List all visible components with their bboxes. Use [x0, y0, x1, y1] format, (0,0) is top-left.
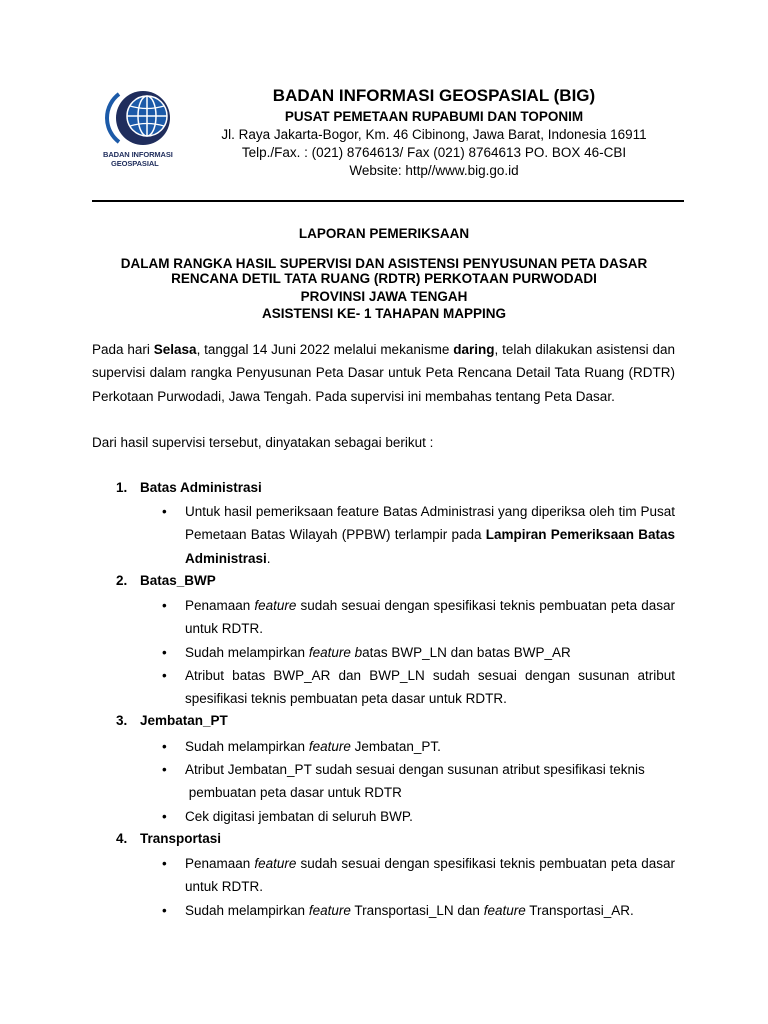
org-name: BADAN INFORMASI GEOSPASIAL (BIG): [272, 86, 596, 105]
list-item: • Penamaan feature sudah sesuai dengan spesifikasi teknis pembuatan peta dasar untuk RDTR.: [162, 598, 675, 637]
list-item: • Sudah melampirkan feature Transportasi_LN dan feature Transportasi_AR.: [162, 903, 634, 918]
section-heading: 4. Transportasi: [116, 831, 222, 846]
section-heading: 2. Batas_BWP: [116, 573, 216, 588]
list-item: • Sudah melampirkan feature batas BWP_LN dan batas BWP_AR: [162, 645, 571, 660]
logo-caption: BADAN INFORMASI GEOSPASIAL: [103, 150, 173, 168]
section-heading: 3. Jembatan_PT: [116, 713, 228, 728]
list-item: • Penamaan feature sudah sesuai dengan spesifikasi teknis pembuatan peta dasar untuk RDTR.: [162, 856, 675, 895]
org-address: Jl. Raya Jakarta-Bogor, Km. 46 Cibinong, Jawa Barat, Indonesia 16911: [221, 127, 647, 142]
list-item: • Untuk hasil pemeriksaan feature Batas Administrasi yang diperiksa oleh tim Pusat Pemetaan Batas Wilayah (PPBW) terlampir pada Lampiran Pemeriksaan Batas Administrasi.: [162, 504, 676, 566]
report-subtitle-line-4: ASISTENSI KE- 1 TAHAPAN MAPPING: [261, 306, 507, 321]
intro-statement: Dari hasil supervisi tersebut, dinyatakan sebagai berikut :: [92, 435, 434, 450]
header-divider: [92, 200, 684, 202]
intro-paragraph: Pada hari Selasa, tanggal 14 Juni 2022 melalui mekanisme daring, telah dilakukan asistensi dan supervisi dalam rangka Penyusunan Peta Dasar untuk Peta Rencana Detail Tata Ruang (RDTR) Perkotaan Purwodadi, Jawa Tengah. Pada supervisi ini membahas tentang Peta Dasar.: [92, 342, 676, 404]
org-website: Website: http//www.big.go.id: [349, 163, 519, 178]
list-item: • Sudah melampirkan feature Jembatan_PT.: [162, 739, 441, 754]
list-item: • Atribut Jembatan_PT sudah sesuai dengan susunan atribut spesifikasi teknis pembuatan peta dasar untuk RDTR: [162, 762, 645, 801]
section-heading: 1. Batas Administrasi: [116, 480, 262, 495]
report-title: LAPORAN PEMERIKSAAN: [298, 226, 470, 241]
report-subtitle-line-2: RENCANA DETIL TATA RUANG (RDTR) PERKOTAAN PURWODADI: [171, 271, 597, 286]
org-unit: PUSAT PEMETAAN RUPABUMI DAN TOPONIM: [284, 109, 584, 124]
report-subtitle-line-3: PROVINSI JAWA TENGAH: [300, 289, 468, 304]
report-subtitle-line-1: DALAM RANGKA HASIL SUPERVISI DAN ASISTENSI PENYUSUNAN PETA DASAR: [120, 256, 648, 271]
list-item: • Cek digitasi jembatan di seluruh BWP.: [162, 809, 413, 824]
org-phone: Telp./Fax. : (021) 8764613/ Fax (021) 8764613 PO. BOX 46-CBI: [241, 145, 627, 160]
list-item: • Atribut batas BWP_AR dan BWP_LN sudah sesuai dengan susunan atribut spesifikasi teknis pembuatan peta dasar untuk RDTR.: [162, 668, 675, 707]
